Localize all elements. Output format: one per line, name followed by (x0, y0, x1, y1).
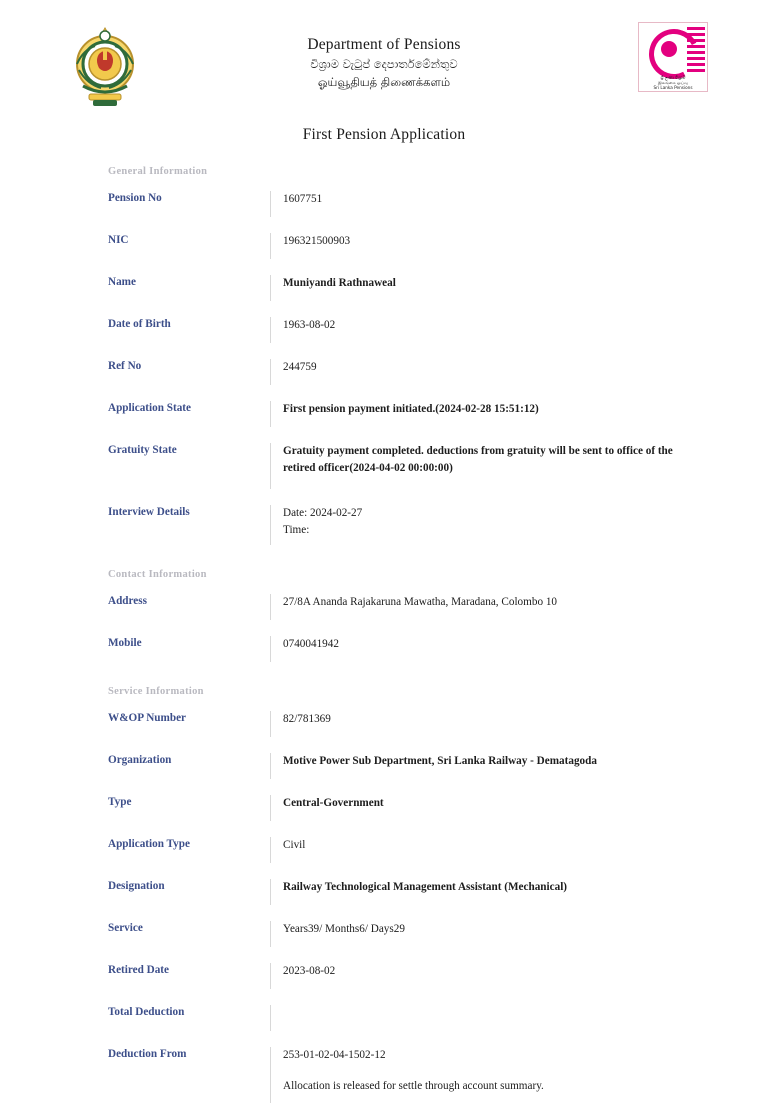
field-divider (270, 1005, 271, 1031)
section-contact-rows (60, 586, 708, 670)
section-heading-general: General Information (108, 166, 208, 177)
logo-caption-en: Sri Lanka Pensions (653, 85, 693, 90)
field-row-interview-details (60, 497, 708, 553)
emblem-container (60, 18, 150, 108)
field-label: Designation (108, 880, 165, 892)
field-row-pension-no (60, 183, 708, 225)
field-value: 244759 (283, 361, 317, 373)
field-label: Interview Details (108, 506, 190, 518)
field-row-retired-date (60, 955, 708, 997)
field-value: Muniyandi Rathnaweal (283, 277, 396, 289)
field-row-ref-no (60, 351, 708, 393)
field-row-application-state (60, 393, 708, 435)
field-value: Civil (283, 839, 306, 851)
section-service-rows (60, 703, 708, 1111)
field-value: 2023-08-02 (283, 965, 336, 977)
sri-lanka-national-emblem-icon (67, 24, 143, 108)
section-heading-service: Service Information (108, 686, 204, 697)
field-row-type (60, 787, 708, 829)
deduction-note: Allocation is released for settle through account summary. (283, 1079, 544, 1092)
sri-lanka-pensions-logo-icon (638, 22, 708, 92)
interview-date: Date: 2024-02-27 (283, 507, 363, 519)
field-value: Gratuity payment completed. deductions from gratuity will be sent to office of the retired officer(2024-04-02 00:00:00) (283, 445, 673, 474)
field-label: Mobile (108, 637, 142, 649)
field-row-gratuity-state (60, 435, 708, 497)
field-row-date-of-birth (60, 309, 708, 351)
field-row-designation (60, 871, 708, 913)
field-label: Organization (108, 754, 172, 766)
logo-caption (639, 75, 707, 90)
field-label: Application State (108, 402, 191, 414)
logo-container (618, 18, 708, 92)
field-label: Total Deduction (108, 1006, 185, 1018)
logo-caption-si: ශ්‍රී ලංකා විශ්‍රාම (660, 75, 686, 80)
field-label: Deduction From (108, 1048, 187, 1060)
field-label: Type (108, 796, 132, 808)
field-value: 1607751 (283, 193, 323, 205)
field-label: Gratuity State (108, 444, 177, 456)
field-label: Ref No (108, 360, 142, 372)
section-heading-contact: Contact Information (108, 569, 207, 580)
field-label: Name (108, 276, 136, 288)
field-label: Application Type (108, 838, 190, 850)
field-label: Address (108, 595, 147, 607)
field-row-organization (60, 745, 708, 787)
department-titles (150, 18, 618, 91)
field-value: 0740041942 (283, 638, 339, 650)
field-row-service (60, 913, 708, 955)
interview-time: Time: (283, 523, 310, 536)
field-row-deduction-from (60, 1039, 708, 1111)
field-value: 27/8A Ananda Rajakaruna Mawatha, Maradana, Colombo 10 (283, 596, 558, 608)
field-row-mobile (60, 628, 708, 670)
field-value: Motive Power Sub Department, Sri Lanka Railway - Dematagoda (283, 755, 597, 767)
field-value: First pension payment initiated.(2024-02-28 15:51:12) (283, 403, 539, 415)
field-row-wop-number (60, 703, 708, 745)
logo-stripes (687, 27, 705, 71)
page-title: First Pension Application (302, 126, 466, 143)
field-row-application-type (60, 829, 708, 871)
field-value: 1963-08-02 (283, 319, 336, 331)
field-row-name (60, 267, 708, 309)
department-name-si: විශ්‍රාම වැටුප් දෙපාර්තමේන්තුව (310, 57, 458, 71)
section-general-rows (60, 183, 708, 553)
field-value: Central-Government (283, 797, 384, 809)
field-value: 82/781369 (283, 713, 331, 725)
field-value-group (271, 505, 362, 539)
field-value: Railway Technological Management Assistant (Mechanical) (283, 881, 568, 893)
field-value-group (271, 1047, 544, 1095)
field-row-nic (60, 225, 708, 267)
deduction-account-code: 253-01-02-04-1502-12 (283, 1049, 386, 1061)
field-label: Retired Date (108, 964, 169, 976)
logo-caption-ta: இலங்கை ஓய்வு (657, 80, 689, 85)
field-value: 196321500903 (283, 235, 351, 247)
field-label: Pension No (108, 192, 162, 204)
field-label: Service (108, 922, 143, 934)
field-row-total-deduction (60, 997, 708, 1039)
field-label: NIC (108, 234, 129, 246)
field-row-address (60, 586, 708, 628)
department-name-en: Department of Pensions (307, 36, 461, 53)
field-label: W&OP Number (108, 712, 186, 724)
department-name-ta: ஓய்வூதியத் திணைக்களம் (317, 75, 451, 89)
field-value: Years39/ Months6/ Days29 (283, 923, 405, 935)
field-label: Date of Birth (108, 318, 171, 330)
document-header (60, 18, 708, 114)
